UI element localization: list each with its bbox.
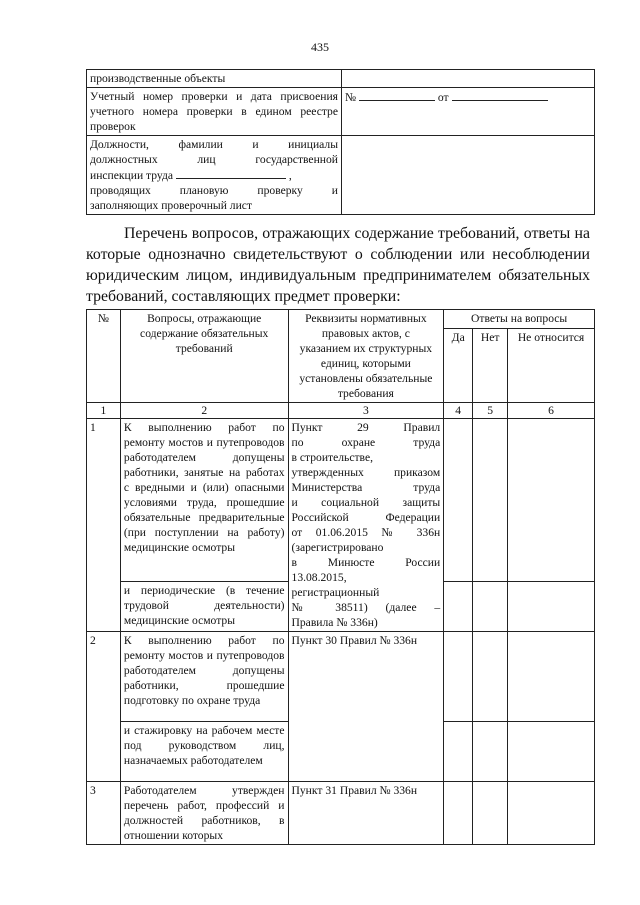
row-2-question-a: К выполнению работ по ремонту мостов и путепроводов работодателем допущены работники, прошедшие подготовку по охране труда: [120, 632, 288, 722]
req-line: в Минюсте России: [291, 556, 441, 569]
row-1a-na[interactable]: [508, 419, 595, 582]
req-line: утвержденных приказом: [291, 466, 441, 479]
registration-number-value: [342, 88, 595, 136]
inspectors-line-2: должностных лиц государственной: [90, 153, 338, 166]
col-number-6: 6: [508, 403, 595, 419]
row-2b-no[interactable]: [473, 722, 508, 782]
req-line: (зарегистрировано: [291, 541, 384, 554]
inspectors-value-cell: [342, 136, 595, 215]
inspection-blank: [176, 167, 286, 179]
table-row: [87, 419, 595, 582]
number-blank: [359, 89, 435, 101]
table-row: [87, 88, 595, 136]
date-from-label: от: [437, 91, 449, 104]
inspectors-line-4: проводящих плановую проверку и: [90, 184, 338, 197]
header-row: [87, 310, 595, 329]
row-1a-no[interactable]: [473, 419, 508, 582]
header-requisites: Реквизиты нормативных правовых актов, с указанием их структурных единиц, которыми установлены обязательные требования: [288, 310, 444, 403]
req-line: по охране труда: [291, 436, 441, 449]
row-2b-yes[interactable]: [444, 722, 473, 782]
row-1b-yes[interactable]: [444, 581, 473, 631]
req-line: Пункт 29 Правил: [291, 421, 441, 434]
intro-paragraph: Перечень вопросов, отражающих содержание требований, ответы на которые однозначно свидетельствуют о соблюдении или несоблюдении юридическим лицом, индивидуальным предпринимателем обязательных требований, составляющих предмет проверки:: [86, 225, 590, 305]
col-number-5: 5: [473, 403, 508, 419]
row-2b-na[interactable]: [508, 722, 595, 782]
col-number-2: 2: [120, 403, 288, 419]
col-number-3: 3: [288, 403, 444, 419]
table-row: [87, 632, 595, 722]
row-1-question-a: К выполнению работ по ремонту мостов и путепроводов работодателем допущены работники, занятые на работах с вредными и (или) опасными условиями труда, прошедшие обязательные предварительные (при поступлении на работу) медицинские осмотры: [120, 419, 288, 582]
inspectors-line-3: инспекции труда ,: [90, 169, 292, 182]
row-3-requisites: Пункт 31 Правил № 336н: [288, 782, 444, 845]
row-1-requisites: [288, 419, 444, 632]
row-2a-yes[interactable]: [444, 632, 473, 722]
row-1-number: 1: [87, 419, 121, 632]
row-2a-no[interactable]: [473, 632, 508, 722]
page-number: 435: [311, 40, 329, 54]
header-na: Не относится: [508, 328, 595, 402]
inspectors-label-cell: [87, 136, 342, 215]
column-number-row: [87, 403, 595, 419]
row-2-requisites: Пункт 30 Правил № 336н: [288, 632, 444, 782]
header-yes: Да: [444, 328, 473, 402]
req-line: Правила № 336н): [291, 616, 378, 629]
checklist-table: [86, 309, 595, 845]
number-sign: №: [345, 91, 357, 104]
date-blank: [452, 89, 548, 101]
header-num: №: [87, 310, 121, 403]
req-line: и социальной защиты: [291, 496, 441, 509]
objects-value-cell: [342, 70, 595, 88]
req-line: Российской Федерации: [291, 511, 441, 524]
inspectors-line-5: заполняющих проверочный лист: [90, 199, 253, 212]
req-line: в строительстве,: [291, 451, 373, 464]
table-row: [87, 136, 595, 215]
objects-label-cell: [87, 70, 342, 88]
row-2-question-b: и стажировку на рабочем месте под руководством лиц, назначаемых работодателем: [120, 722, 288, 782]
inspection-info-table: [86, 69, 595, 215]
row-1b-na[interactable]: [508, 581, 595, 631]
row-2a-na[interactable]: [508, 632, 595, 722]
row-1b-no[interactable]: [473, 581, 508, 631]
header-answers: Ответы на вопросы: [444, 310, 595, 329]
row-1a-yes[interactable]: [444, 419, 473, 582]
row-2-number: 2: [87, 632, 121, 782]
header-no: Нет: [473, 328, 508, 402]
row-3-na[interactable]: [508, 782, 595, 845]
registration-number-label: Учетный номер проверки и дата присвоения учетного номера проверки в едином реестре проверок: [87, 88, 342, 136]
row-3-no[interactable]: [473, 782, 508, 845]
row-3-yes[interactable]: [444, 782, 473, 845]
req-line: от 01.06.2015 № 336н: [291, 526, 441, 539]
req-line: № 38511) (далее –: [291, 601, 441, 614]
req-line: 13.08.2015,: [291, 571, 347, 584]
row-3-question: Работодателем утвержден перечень работ, профессий и должностей работников, в отношении которых: [120, 782, 288, 845]
header-questions: Вопросы, отражающие содержание обязательных требований: [120, 310, 288, 403]
req-line: Министерства труда: [291, 481, 441, 494]
row-1-question-b: и периодические (в течение трудовой деятельности) медицинские осмотры: [120, 581, 288, 631]
col-number-4: 4: [444, 403, 473, 419]
inspectors-line-1: Должности, фамилии и инициалы: [90, 138, 338, 151]
req-line: регистрационный: [291, 586, 380, 599]
table-row: [87, 70, 595, 88]
objects-label: производственные объекты: [90, 72, 226, 85]
table-row: [87, 782, 595, 845]
col-number-1: 1: [87, 403, 121, 419]
row-3-number: 3: [87, 782, 121, 845]
